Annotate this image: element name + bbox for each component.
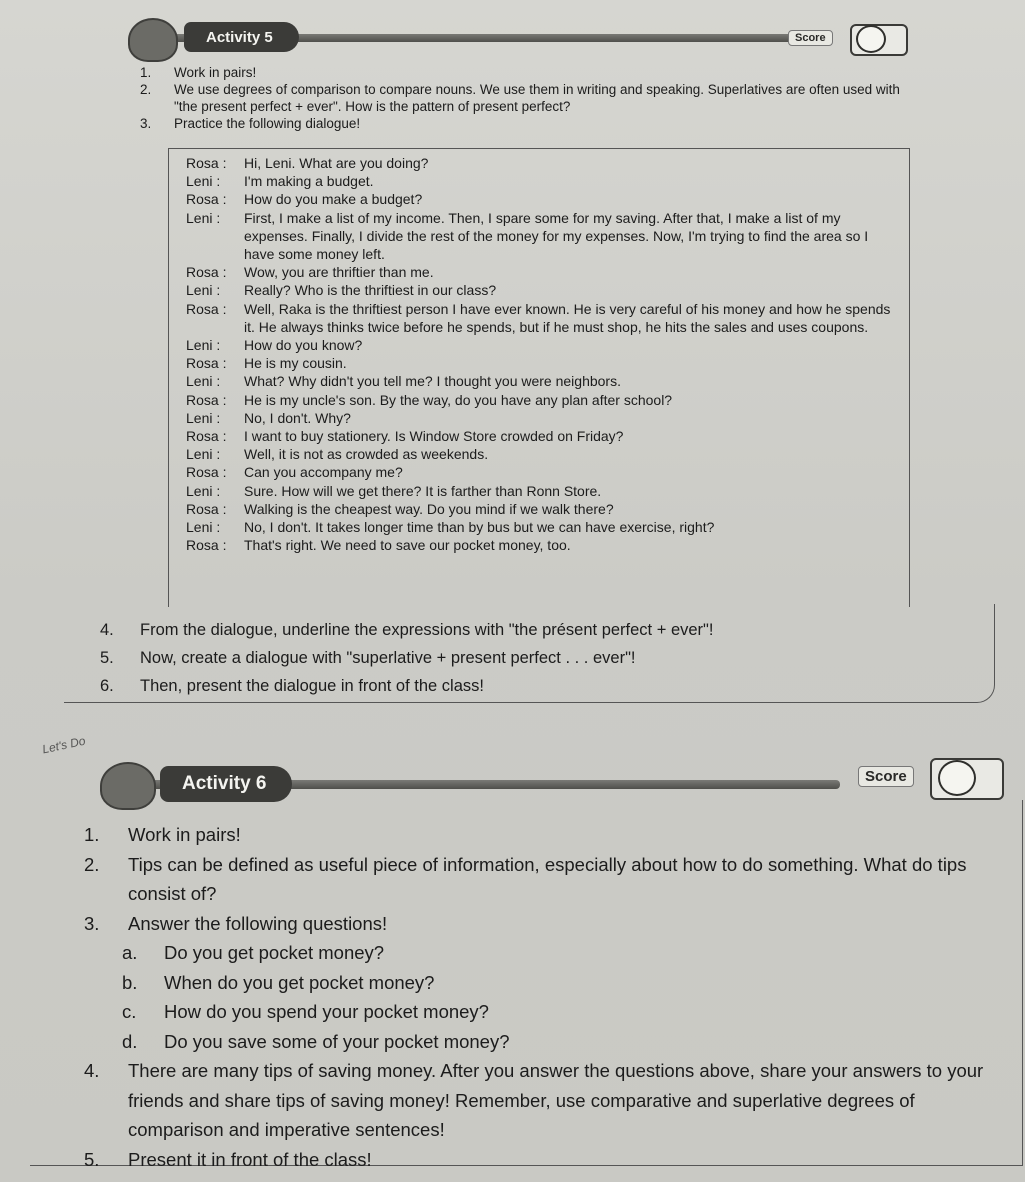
dialogue-line: Leni : Sure. How will we get there? It is farther than Ronn Store.: [186, 482, 602, 499]
dialogue-line: Rosa : How do you make a budget?: [186, 191, 423, 208]
activity6-title: Activity 6: [160, 766, 292, 802]
task-item: 4. From the dialogue, underline the expressions with "the présent perfect + ever"!: [100, 621, 714, 639]
dialogue: [186, 154, 898, 554]
question-item: c. How do you spend your pocket money?: [122, 1001, 489, 1022]
dialogue-line: Rosa : Walking is the cheapest way. Do you mind if we walk there?: [186, 500, 614, 517]
dialogue-line: Rosa : He is my uncle's son. By the way, do you have any plan after school?: [186, 391, 673, 408]
lets-do-label: Let's Do: [41, 733, 87, 757]
dialogue-line: Rosa : Hi, Leni. What are you doing?: [186, 155, 429, 171]
activity6-score-label: Score: [858, 766, 914, 787]
dialogue-line: Leni : Well, it is not as crowded as weekends.: [186, 446, 489, 463]
question-item: d. Do you save some of your pocket money?: [122, 1030, 510, 1052]
mascot-icon: [128, 18, 178, 62]
task-item: 5. Now, create a dialogue with "superlative + present perfect . . . ever"!: [100, 649, 636, 667]
dialogue-line: Rosa : That's right. We need to save our pocket money, too.: [186, 537, 571, 554]
dialogue-line: Leni : Really? Who is the thriftiest in our class?: [186, 282, 497, 299]
activity5-score-label: Score: [788, 30, 833, 46]
activity6-item: 2. Tips can be defined as useful piece of information, especially about how to do something. What do tips consist of?: [84, 853, 967, 904]
activity5-tasks: [100, 616, 980, 700]
activity5-header: [128, 22, 828, 56]
question-item: b. When do you get pocket money?: [122, 971, 435, 993]
dialogue-line: Leni : First, I make a list of my income. Then, I spare some for my saving. After that, I make a list of my expenses. Finally, I divide the rest of the money for my expenses. Now, I'm trying to find the area so I have some money left.: [186, 209, 869, 263]
question-item: a. Do you get pocket money?: [122, 942, 385, 963]
activity6-item: 1. Work in pairs!: [84, 824, 241, 845]
dialogue-line: Rosa : Can you accompany me?: [186, 464, 403, 481]
activity5-title: Activity 5: [184, 22, 299, 52]
dialogue-line: Leni : No, I don't. It takes longer time than by bus but we can have exercise, right?: [186, 519, 715, 536]
dialogue-line: Leni : How do you know?: [186, 337, 363, 354]
dialogue-line: Leni : I'm making a budget.: [186, 173, 374, 190]
dialogue-line: Leni : No, I don't. Why?: [186, 409, 351, 426]
activity5-instructions: [140, 64, 910, 132]
activity6-score-circle: [938, 760, 976, 796]
activity6-item: 5. Present it in front of the class!: [84, 1148, 372, 1170]
instruction-item: 2. We use degrees of comparison to compare nouns. We use them in writing and speaking. Superlatives are often used with "the present perfect + ever". How is the pattern of present perfect?: [140, 82, 900, 114]
dialogue-line: Rosa : Wow, you are thriftier than me.: [186, 264, 434, 281]
instruction-item: 3. Practice the following dialogue!: [140, 116, 361, 131]
dialogue-line: Rosa : Well, Raka is the thriftiest person I have ever known. He is very careful of his money and how he spends it. He always thinks twice before he spends, but if he must shop, he hits the sales and uses coupons.: [186, 300, 891, 335]
task-item: 6. Then, present the dialogue in front of the class!: [100, 677, 484, 695]
activity5-score-circle: [856, 25, 886, 53]
instruction-item: 1. Work in pairs!: [140, 65, 257, 80]
dialogue-line: Rosa : I want to buy stationery. Is Window Store crowded on Friday?: [186, 428, 624, 445]
activity6-content: [84, 820, 1014, 1174]
dialogue-line: Rosa : He is my cousin.: [186, 355, 347, 372]
activity6-item: 3. Answer the following questions!: [84, 912, 388, 934]
dialogue-line: Leni : What? Why didn't you tell me? I thought you were neighbors.: [186, 373, 621, 390]
activity6-item: 4. There are many tips of saving money. After you answer the questions above, share your answers to your friends and share tips of saving money! Remember, use comparative and superlative degrees of comparison and imperative sentences!: [84, 1060, 984, 1140]
